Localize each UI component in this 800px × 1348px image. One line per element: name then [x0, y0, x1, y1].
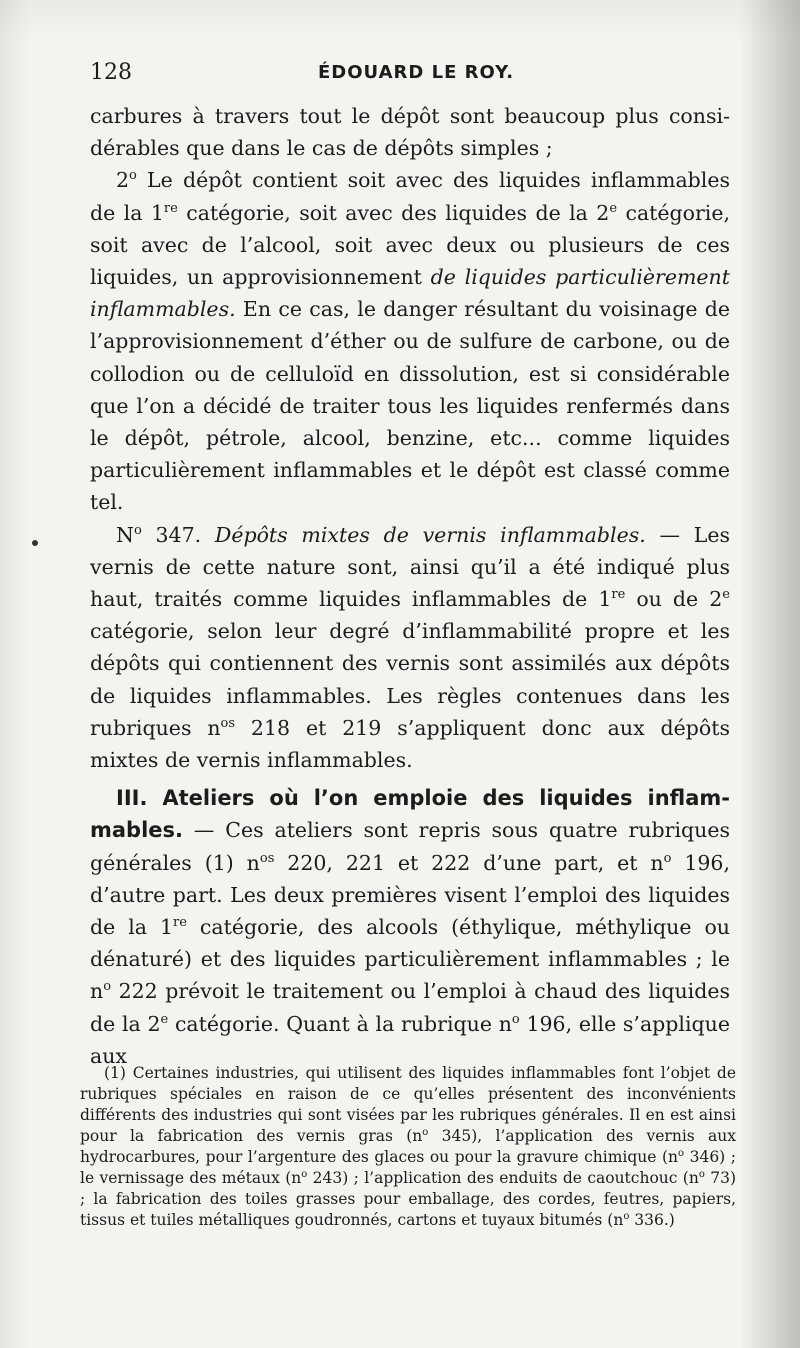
paragraph-text: carbures à travers tout le dépôt sont beaucoup plus considérables que dans le cas de dépôts simples ;	[90, 104, 730, 161]
superscript: o	[678, 1147, 685, 1159]
paragraph-text: 196, d’autre part. Les deux premières visent l’emploi des liquides de la 1	[90, 850, 730, 940]
superscript: o	[623, 1210, 630, 1222]
paragraph-347	[90, 519, 730, 777]
paragraph-text: En ce cas, le danger résultant du voisinage de l’approvisionnement d’éther ou de sulfure de carbone, ou de collodion ou de celluloïd en dissolution, est si considérable que l’on a décidé de traiter tous les liquides renfermés dans le dépôt, pétrole, alcool, benzine, etc... comme liquides particulièrement inflammables et le dépôt est classé comme tel.	[90, 297, 730, 515]
superscript: o	[133, 522, 142, 538]
superscript: o	[698, 1168, 705, 1180]
page-number: 128	[90, 60, 132, 85]
superscript: os	[259, 850, 275, 866]
footnote-segment: 346) ; le vernissage des métaux (n	[80, 1148, 736, 1187]
footnote-segment: 243) ; l’application des enduits de caoutchouc (n	[307, 1169, 699, 1187]
superscript: re	[611, 587, 626, 603]
paragraph-text: catégorie, des alcools (éthylique, méthylique ou dénaturé) et des liquides particulièrement inflammables ; le n	[90, 915, 731, 1004]
superscript: o	[129, 168, 137, 184]
paragraph-continuation	[90, 100, 730, 164]
superscript: o	[301, 1168, 308, 1180]
superscript: o	[103, 979, 112, 995]
paragraph-text: catégorie, soit avec de l’alcool, soit avec deux ou plusieurs de ces liquides, un approvisionnement	[90, 200, 730, 290]
item-number: 2	[116, 168, 130, 193]
paragraph-text: ou de 2	[625, 587, 723, 612]
margin-mark	[32, 540, 38, 546]
paragraph-section-iii	[90, 782, 730, 1072]
superscript: o	[511, 1011, 520, 1027]
superscript: e	[722, 587, 730, 603]
superscript: re	[173, 915, 187, 931]
section-number: 347.	[141, 522, 215, 547]
paragraph-text: 220, 221 et 222 d’une part, et n	[274, 850, 664, 875]
superscript: o	[422, 1126, 429, 1138]
superscript: e	[609, 200, 618, 216]
footnote-segment: 345), l’application des vernis aux hydrocarbures, pour l’argenture des glaces ou pour la gravure chimique (n	[80, 1127, 737, 1166]
paragraph-text: Le dépôt contient soit avec des liquides inflammables de la 1	[90, 168, 730, 225]
section-heading: III. Ateliers où l’on emploie des liquides inflammables.	[90, 786, 730, 843]
paragraph-text: 218 et 219 s’appliquent donc aux dépôts mixtes de vernis inflammables.	[90, 715, 730, 773]
paragraph-text: — Les vernis de cette nature sont, ainsi qu’il a été indiqué plus haut, traités comme liquides inflammables de 1	[90, 522, 730, 612]
footnote-text	[80, 1063, 736, 1231]
paragraph-text: 222 prévoit le traitement ou l’emploi à chaud des liquides de la 2	[90, 979, 730, 1036]
running-title: ÉDOUARD LE ROY.	[318, 62, 515, 83]
footnote-segment: 73) ; la fabrication des toiles grasses pour emballage, des cordes, feutres, papiers, tissus et tuiles métalliques goudronnés, cartons et tuyaux bitumés (n	[80, 1169, 736, 1229]
footnote-segment: 336.)	[629, 1211, 675, 1229]
main-text	[90, 100, 730, 1072]
section-title: Dépôts mixtes de vernis inflammables.	[214, 522, 646, 547]
paragraph-text: — Ces ateliers sont repris sous quatre rubriques générales (1) n	[90, 818, 730, 875]
section-number-prefix: N	[116, 522, 134, 547]
superscript: e	[160, 1011, 169, 1027]
paragraph-text: 196, elle s’applique aux	[90, 1011, 730, 1068]
superscript: re	[163, 200, 178, 216]
footnote-segment: (1) Certaines industries, qui utilisent des liquides inflammables font l’objet de rubriques spéciales en raison de ce qu’elles présentent des inconvénients différents des industries qui sont visées par les rubriques générales. Il en est ainsi pour la fabrication des vernis gras (n	[80, 1064, 736, 1145]
running-head	[90, 60, 730, 96]
paragraph-text: catégorie. Quant à la rubrique n	[168, 1011, 512, 1036]
paragraph-item-2	[90, 164, 730, 518]
footnote	[80, 1063, 736, 1231]
superscript: o	[663, 850, 672, 866]
paragraph-text: catégorie, soit avec des liquides de la 2	[177, 200, 610, 225]
italic-text: de liquides particulièrement inflammables.	[90, 265, 730, 322]
paragraph-text: catégorie, selon leur degré d’inflammabilité propre et les dépôts qui contiennent des vernis sont assimilés aux dépôts de liquides inflammables. Les règles contenues dans les rubriques n	[90, 619, 730, 740]
superscript: os	[220, 716, 236, 732]
